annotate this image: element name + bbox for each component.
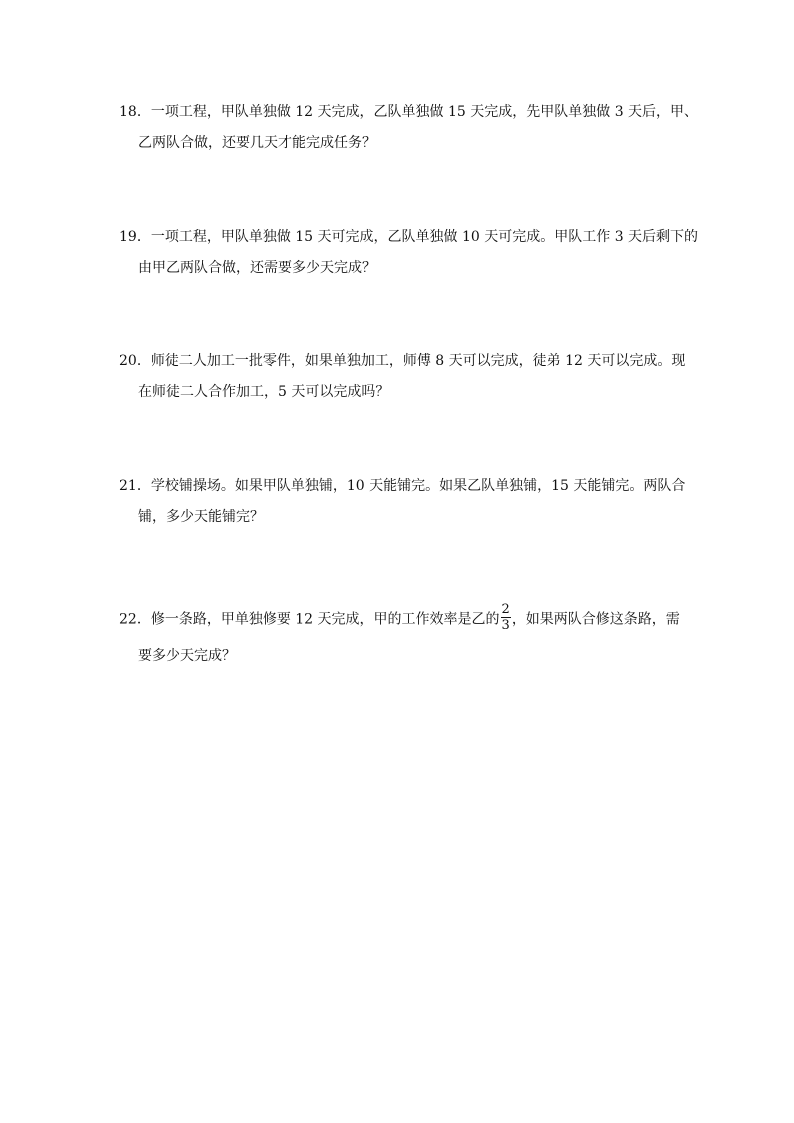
- fraction-denominator: 3: [501, 618, 510, 633]
- problem-text-line: 由甲乙两队合做，还需要多少天完成？: [138, 260, 376, 276]
- fraction: [501, 603, 511, 632]
- problem-text-line: 铺，多少天能铺完？: [138, 509, 264, 525]
- problem-text-line: 18．一项工程，甲队单独做 12 天完成，乙队单独做 15 天完成，先甲队单独做 3 天后，甲、: [119, 104, 699, 120]
- problem-text-line: 要多少天完成？: [138, 648, 236, 664]
- problem-text-line: [119, 602, 680, 633]
- problem-text-line: 20．师徒二人加工一批零件，如果单独加工，师傅 8 天可以完成，徒弟 12 天可以完成。现: [119, 353, 686, 369]
- problem-text-line: 乙两队合做，还要几天才能完成任务？: [138, 135, 376, 151]
- problem-text-line: 在师徒二人合作加工，5 天可以完成吗？: [138, 384, 390, 400]
- problem-text-line: 21．学校铺操场。如果甲队单独铺，10 天能铺完。如果乙队单独铺，15 天能铺完。两队合: [119, 478, 686, 494]
- problem-text-segment: ，如果两队合修这条路，需: [511, 611, 680, 628]
- problem-text-line: 19．一项工程，甲队单独做 15 天可完成，乙队单独做 10 天可完成。甲队工作 3 天后剩下的: [119, 229, 699, 245]
- problem-text-segment: 22．修一条路，甲单独修要 12 天完成，甲的工作效率是乙的: [119, 611, 500, 628]
- fraction-numerator: 2: [501, 602, 510, 617]
